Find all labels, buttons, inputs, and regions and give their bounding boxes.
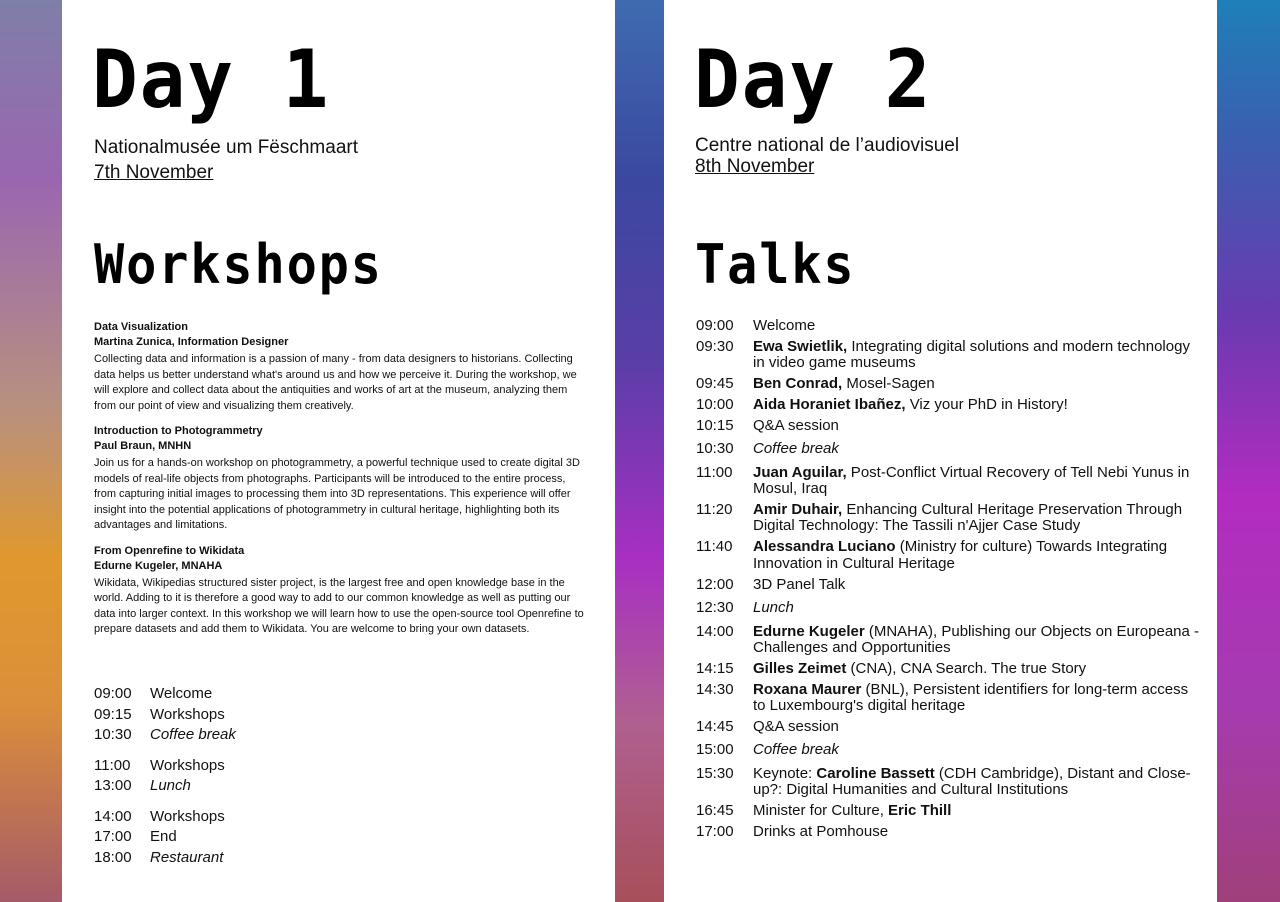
schedule-label: Coffee break [753, 440, 839, 458]
schedule-time: 11:40 [696, 538, 733, 556]
schedule-time: 09:00 [696, 317, 734, 334]
workshop-description: Collecting data and information is a passion of many - from data designers to historians. Collecting data helps us better understand what's around us and how we perceive it. During the workshop, we will explore and collect data about the antiquities and works of art at the museum, analyzing them from our point of view and visualizing them creatively. [94, 353, 577, 412]
schedule-time: 11:00 [696, 463, 733, 481]
schedule-label: Restaurant [150, 848, 224, 866]
schedule-time: 17:00 [696, 823, 734, 841]
schedule-time: 09:00 [94, 685, 132, 702]
schedule-time: 12:00 [696, 575, 734, 593]
schedule-time: 10:00 [696, 395, 734, 413]
speaker-name: Roxana Maurer [753, 680, 862, 698]
schedule-time: 10:30 [696, 440, 734, 458]
talk-prefix: Keynote: [753, 764, 817, 782]
talk-title: Post-Conflict Virtual Recovery of Tell Nebi Yunus in Mosul, Iraq [753, 463, 1190, 498]
day1-date: 7th November [94, 162, 214, 183]
workshop-title: Introduction to Photogrammetry [94, 425, 263, 437]
schedule-row [696, 624, 1201, 657]
schedule-label: Q&A session [753, 717, 839, 735]
day2-title: Day 2 [694, 33, 933, 126]
schedule-time: 10:15 [696, 416, 734, 434]
talks-heading: Talks [695, 233, 856, 296]
schedule-time: 11:20 [696, 500, 733, 518]
schedule-time: 15:30 [696, 764, 734, 782]
schedule-row [696, 766, 1201, 799]
schedule-row [94, 848, 236, 869]
workshop-lead: Paul Braun, MNHN [94, 440, 192, 452]
workshop-item [94, 424, 590, 534]
schedule-label: Drinks at Pomhouse [753, 823, 889, 841]
schedule-row [696, 661, 1201, 678]
speaker-name: Caroline Bassett [816, 764, 935, 782]
day1-title: Day 1 [92, 33, 331, 126]
schedule-row [696, 824, 1201, 841]
schedule-row [94, 807, 236, 828]
talk-title: (CDH Cambridge), Distant and Close-up?: Digital Humanities and Cultural Institutions [753, 764, 1191, 799]
background-right-strip [1217, 0, 1280, 902]
schedule-label: Coffee break [753, 741, 839, 759]
schedule-row [696, 539, 1201, 572]
schedule-row [94, 725, 236, 746]
background-left-strip [0, 0, 62, 902]
speaker-name: Alessandra Luciano [753, 538, 896, 556]
schedule-row [696, 376, 1201, 393]
schedule-row [696, 502, 1201, 535]
schedule-row [696, 577, 1201, 594]
schedule-time: 13:00 [94, 777, 132, 794]
day2-date: 8th November [695, 156, 815, 177]
schedule-time: 14:45 [696, 717, 734, 735]
schedule-label: Workshops [150, 756, 225, 774]
schedule-time: 09:15 [94, 705, 132, 723]
schedule-row [94, 705, 236, 726]
schedule-label: Welcome [753, 317, 816, 334]
schedule-label: End [150, 828, 177, 845]
workshop-list [94, 320, 590, 648]
talk-title: Integrating digital solutions and modern technology in video game museums [753, 337, 1190, 372]
schedule-time: 14:00 [696, 622, 734, 640]
day1-venue: Nationalmusée um Fëschmaart [94, 137, 358, 158]
schedule-row [94, 776, 236, 797]
schedule-time: 15:00 [696, 741, 734, 759]
workshop-description: Join us for a hands-on workshop on photogrammetry, a powerful technique used to create digital 3D models of real-life objects from photographs. Participants will be introduced to the entire process, from capturing initial images to processing them into 3D representations. This experience will offer insight into the potential applications of photogrammetry in cultural heritage, highlighting both its advantages and limitations. [94, 457, 580, 531]
speaker-name: Ewa Swietlik, [753, 337, 848, 355]
day1-schedule [94, 684, 236, 868]
schedule-label: Q&A session [753, 416, 839, 434]
schedule-row [94, 827, 236, 848]
day2-schedule [696, 318, 1201, 845]
workshop-title: Data Visualization [94, 321, 188, 333]
schedule-time: 17:00 [94, 828, 132, 845]
workshop-description: Wikidata, Wikipedias structured sister project, is the largest free and open knowledge base in the world. Adding to it is therefore a good way to add to our common knowledge as well as putting our data into larger context. In this workshop we will learn how to use the open-source tool Openrefine to prepare datasets and add them to Wikidata. You are welcome to bring your own datasets. [94, 576, 584, 635]
schedule-label: Workshops [150, 807, 225, 825]
schedule-time: 14:30 [696, 680, 734, 698]
day2-venue-block [695, 135, 959, 177]
schedule-label: Workshops [150, 705, 225, 723]
background-middle-strip [615, 0, 664, 902]
schedule-label: Lunch [753, 599, 794, 617]
schedule-row [94, 684, 236, 705]
schedule-row [696, 397, 1201, 414]
schedule-row [696, 441, 1201, 458]
schedule-time: 16:45 [696, 802, 734, 820]
schedule-label: Lunch [150, 777, 191, 794]
workshop-lead: Martina Zunica, Information Designer [94, 336, 289, 348]
schedule-row [696, 719, 1201, 736]
day2-venue: Centre national de l’audiovisuel [695, 135, 960, 156]
workshops-heading: Workshops [94, 233, 383, 296]
talk-title: Enhancing Cultural Heritage Preservation Through Digital Technology: The Tassili n'Ajjer Case Study [753, 500, 1183, 535]
schedule-row [696, 742, 1201, 759]
talk-title: Viz your PhD in History! [905, 395, 1068, 413]
schedule-row [696, 418, 1201, 435]
day2-panel [664, 0, 1217, 902]
schedule-time: 18:00 [94, 848, 132, 866]
schedule-row [696, 318, 1201, 335]
workshop-lead: Edurne Kugeler, MNAHA [94, 559, 223, 572]
talk-title: (Ministry for culture) Towards Integrating Innovation in Cultural Heritage [753, 538, 1168, 572]
schedule-label: Welcome [150, 685, 213, 702]
speaker-name: Edurne Kugeler [753, 622, 865, 640]
schedule-time: 12:30 [696, 599, 734, 617]
schedule-time: 09:45 [696, 375, 734, 393]
schedule-row [696, 339, 1201, 372]
schedule-row [696, 465, 1201, 498]
speaker-name: Aida Horaniet Ibañez, [753, 395, 906, 413]
talk-title: (MNAHA), Publishing our Objects on Europeana - Challenges and Opportunities [753, 622, 1200, 657]
schedule-time: 14:00 [94, 807, 132, 825]
speaker-name: Amir Duhair, [753, 500, 843, 518]
day1-venue-block [94, 135, 358, 185]
schedule-label: Coffee break [150, 726, 236, 743]
talk-prefix: Minister for Culture, [753, 802, 889, 820]
schedule-row [696, 600, 1201, 617]
talk-title: Mosel-Sagen [842, 375, 935, 393]
speaker-name: Gilles Zeimet [753, 659, 847, 677]
workshop-item [94, 544, 590, 638]
speaker-name: Eric Thill [888, 802, 952, 820]
schedule-time: 14:15 [696, 659, 734, 677]
schedule-row [94, 756, 236, 777]
speaker-name: Ben Conrad, [753, 375, 843, 393]
speaker-name: Juan Aguilar, [753, 463, 847, 481]
talk-title: (BNL), Persistent identifiers for long-term access to Luxembourg's digital heritage [753, 680, 1189, 715]
talk-title: (CNA), CNA Search. The true Story [846, 659, 1087, 677]
schedule-row [696, 682, 1201, 715]
schedule-time: 10:30 [94, 726, 132, 743]
workshop-item [94, 320, 590, 414]
schedule-label: 3D Panel Talk [753, 575, 846, 593]
workshop-title: From Openrefine to Wikidata [94, 544, 245, 557]
schedule-time: 09:30 [696, 337, 734, 355]
day1-panel [62, 0, 615, 902]
schedule-time: 11:00 [94, 756, 131, 774]
schedule-row [696, 803, 1201, 820]
